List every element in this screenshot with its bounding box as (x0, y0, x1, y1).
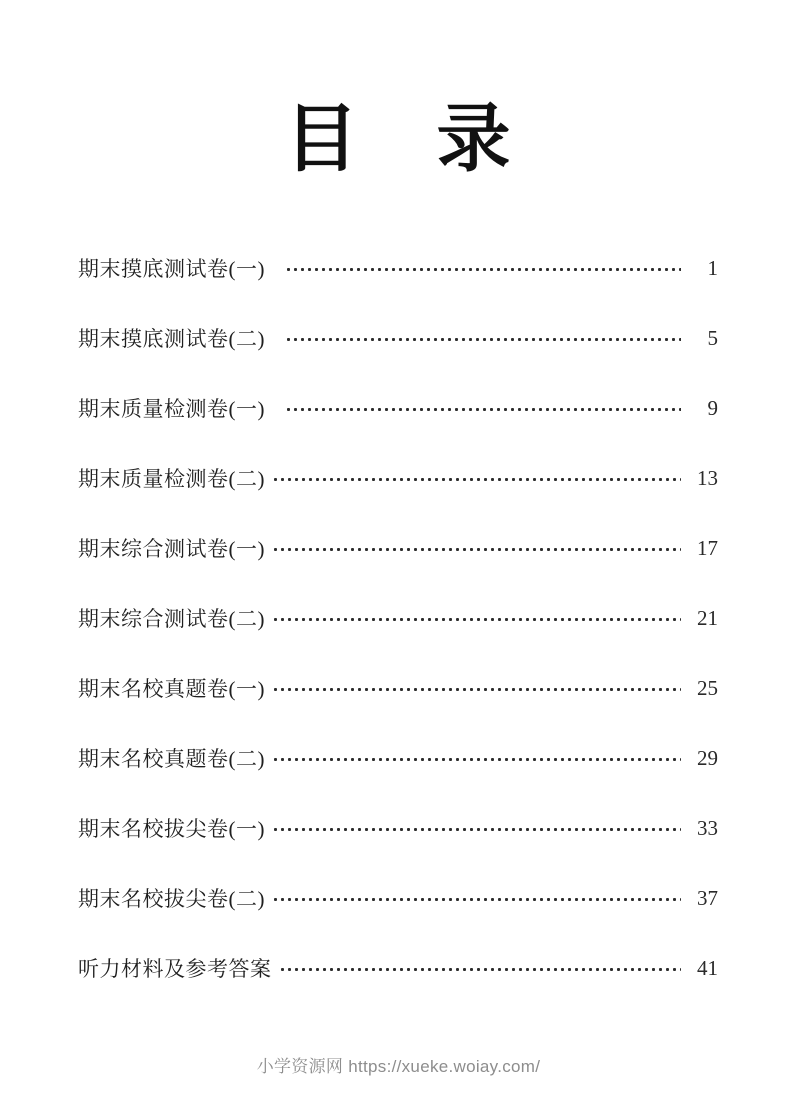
dotted-leader (285, 325, 681, 351)
toc-entry-label: 期末摸底测试卷(一) (78, 257, 265, 282)
dotted-leader (272, 745, 681, 771)
toc-entry-label: 期末名校真题卷(一) (78, 677, 265, 702)
toc-entry (78, 395, 718, 421)
toc-entry-label: 期末名校真题卷(二) (78, 747, 265, 772)
toc-list (0, 255, 797, 981)
dotted-leader (279, 955, 682, 981)
dotted-leader (285, 395, 681, 421)
toc-entry-page-number: 9 (707, 395, 718, 420)
toc-entry-label: 期末摸底测试卷(二) (78, 327, 265, 352)
toc-entry-label: 听力材料及参考答案 (78, 957, 272, 982)
toc-entry-label: 期末质量检测卷(一) (78, 397, 265, 422)
dotted-leader (272, 675, 681, 701)
toc-entry (78, 325, 718, 351)
toc-entry (78, 255, 718, 281)
toc-entry-page-number: 21 (697, 605, 718, 630)
toc-entry (78, 745, 718, 771)
toc-entry (78, 605, 718, 631)
dotted-leader (272, 605, 681, 631)
dotted-leader (272, 535, 681, 561)
toc-entry (78, 815, 718, 841)
toc-entry (78, 885, 718, 911)
page-title: 目 录 (284, 99, 513, 181)
toc-entry-label: 期末名校拔尖卷(二) (78, 887, 265, 912)
dotted-leader (272, 815, 681, 841)
toc-entry-label: 期末综合测试卷(二) (78, 607, 265, 632)
toc-entry-page-number: 5 (707, 325, 718, 350)
footer-watermark: 小学资源网 https://xueke.woiay.com/ (256, 1057, 541, 1076)
toc-entry-label: 期末质量检测卷(二) (78, 467, 265, 492)
toc-entry (78, 535, 718, 561)
toc-entry-page-number: 17 (697, 535, 718, 560)
dotted-leader (272, 465, 681, 491)
toc-entry (78, 675, 718, 701)
toc-entry-page-number: 29 (697, 745, 718, 770)
toc-entry-page-number: 41 (697, 955, 718, 980)
dotted-leader (285, 255, 681, 281)
toc-entry (78, 955, 718, 981)
toc-entry-label: 期末综合测试卷(一) (78, 537, 265, 562)
toc-entry-page-number: 37 (697, 885, 718, 910)
dotted-leader (272, 885, 681, 911)
toc-entry-page-number: 33 (697, 815, 718, 840)
toc-entry-label: 期末名校拔尖卷(一) (78, 817, 265, 842)
toc-entry-page-number: 13 (697, 465, 718, 490)
toc-entry-page-number: 25 (697, 675, 718, 700)
toc-entry (78, 465, 718, 491)
toc-entry-page-number: 1 (707, 255, 718, 280)
